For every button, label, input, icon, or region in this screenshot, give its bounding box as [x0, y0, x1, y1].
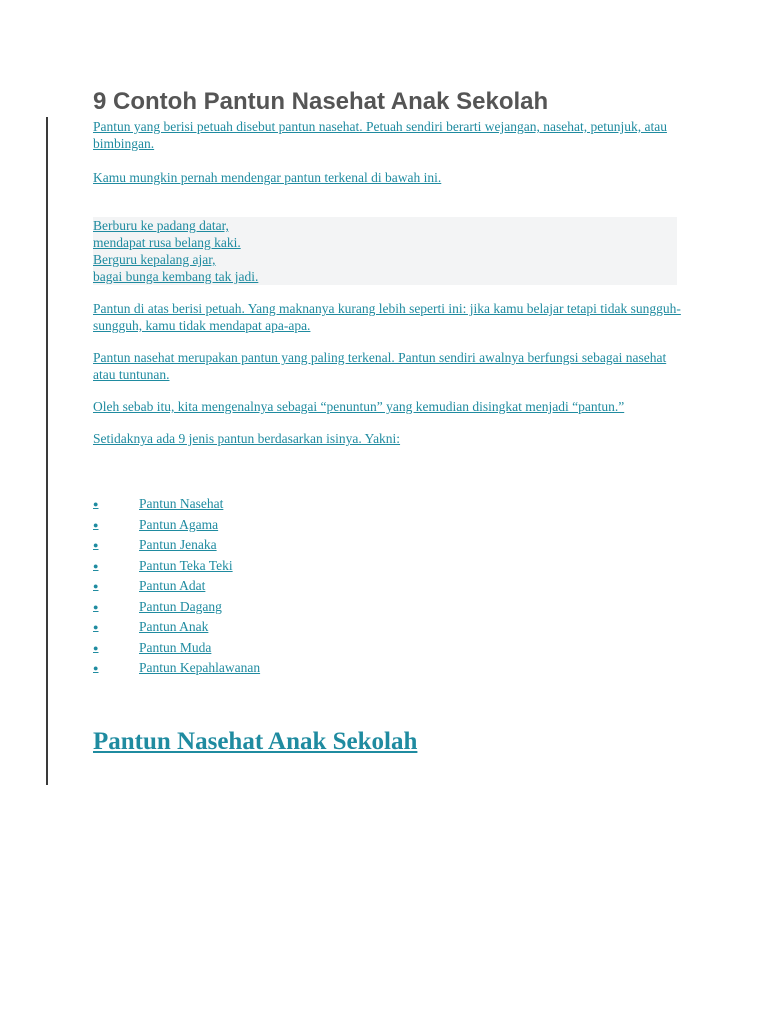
verse-line[interactable]: Berburu ke padang datar,	[93, 218, 229, 233]
list-item-label: Pantun Dagang	[139, 598, 222, 614]
list-item-label: Pantun Jenaka	[139, 537, 217, 553]
bullet-icon: ●	[93, 499, 99, 510]
list-item[interactable]	[93, 535, 683, 556]
verse-line[interactable]: mendapat rusa belang kaki.	[93, 235, 241, 250]
pantun-verse-block	[93, 217, 677, 285]
document-title: 9 Contoh Pantun Nasehat Anak Sekolah	[93, 88, 549, 115]
bullet-icon: ●	[93, 560, 99, 571]
list-item[interactable]	[93, 576, 683, 597]
bullet-icon: ●	[93, 540, 99, 551]
list-item-label: Pantun Agama	[139, 516, 219, 532]
list-item-label: Pantun Teka Teki	[139, 557, 233, 573]
pantun-types-list	[93, 494, 683, 679]
verse-line[interactable]: Berguru kepalang ajar,	[93, 252, 216, 267]
intro-paragraph[interactable]: Pantun yang berisi petuah disebut pantun nasehat. Petuah sendiri berarti wejangan, nasehat, petunjuk, atau bimbingan.	[93, 119, 667, 151]
bullet-icon: ●	[93, 663, 99, 674]
meaning-paragraph[interactable]: Pantun di atas berisi petuah. Yang maknanya kurang lebih seperti ini: jika kamu belajar tetapi tidak sungguh-sungguh, kamu tidak mendapat apa-apa.	[93, 301, 681, 333]
list-item[interactable]	[93, 597, 683, 618]
bullet-icon: ●	[93, 642, 99, 653]
document-body	[93, 86, 683, 758]
bullet-icon: ●	[93, 519, 99, 530]
list-item[interactable]	[93, 515, 683, 536]
explanation-paragraph[interactable]: Pantun nasehat merupakan pantun yang paling terkenal. Pantun sendiri awalnya berfungsi sebagai nasehat atau tuntunan.	[93, 350, 667, 382]
list-item-label: Pantun Kepahlawanan	[139, 660, 261, 676]
etymology-paragraph[interactable]: Oleh sebab itu, kita mengenalnya sebagai “penuntun” yang kemudian disingkat menjadi “pantun.”	[93, 399, 625, 414]
list-item[interactable]	[93, 617, 683, 638]
list-item-label: Pantun Adat	[139, 578, 206, 594]
list-item-label: Pantun Muda	[139, 639, 212, 655]
list-item[interactable]	[93, 638, 683, 659]
bullet-icon: ●	[93, 622, 99, 633]
page-margin-line	[46, 117, 48, 785]
list-item-label: Pantun Nasehat	[139, 496, 224, 512]
list-item[interactable]	[93, 556, 683, 577]
verse-line[interactable]: bagai bunga kembang tak jadi.	[93, 269, 259, 284]
list-item[interactable]	[93, 494, 683, 515]
types-intro-paragraph[interactable]: Setidaknya ada 9 jenis pantun berdasarkan isinya. Yakni:	[93, 431, 401, 446]
section-heading[interactable]: Pantun Nasehat Anak Sekolah	[93, 727, 418, 755]
list-item-label: Pantun Anak	[139, 619, 209, 635]
list-item[interactable]	[93, 658, 683, 679]
bullet-icon: ●	[93, 601, 99, 612]
bullet-icon: ●	[93, 581, 99, 592]
known-pantun-paragraph[interactable]: Kamu mungkin pernah mendengar pantun terkenal di bawah ini.	[93, 170, 442, 185]
